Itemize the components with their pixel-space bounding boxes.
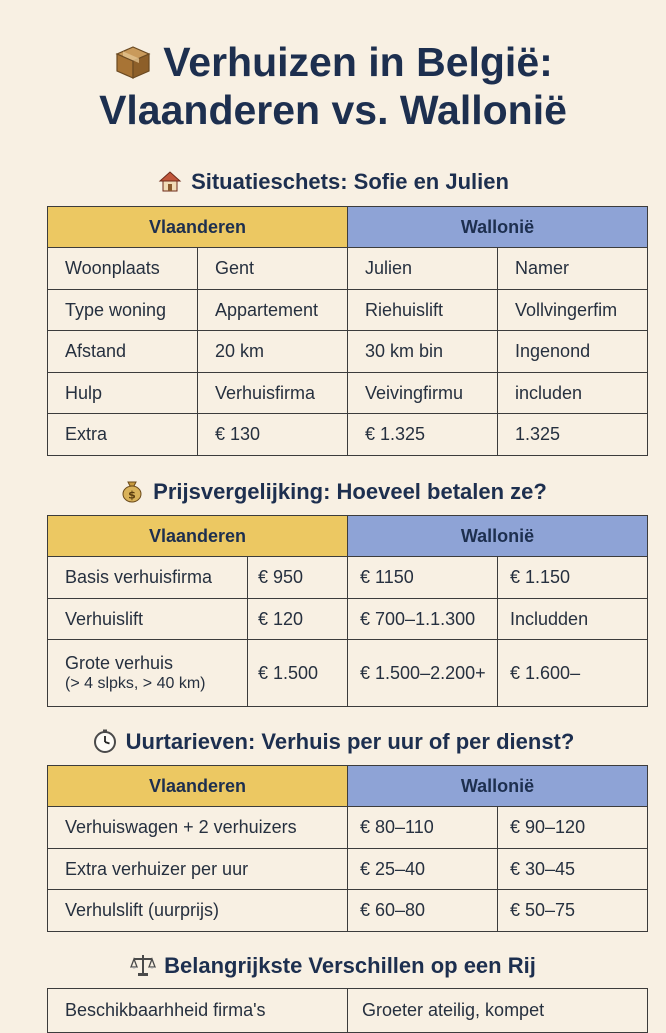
table-row [48,414,648,456]
price-comparison-table [47,515,648,707]
table-row [48,331,648,373]
cell: € 1.150 [498,557,648,599]
title-line-2: Vlaanderen vs. Wallonië [99,87,567,133]
header-vlaanderen: Vlaanderen [48,207,348,248]
cell: Verhuisfirma [198,373,348,414]
table-row [48,290,648,331]
scales-icon [130,952,156,978]
cell: Appartement [198,290,348,331]
cell: Riehuislift [348,290,498,331]
cell: Veivingfirmu [348,373,498,414]
table-row [48,599,648,640]
header-vlaanderen: Vlaanderen [48,766,348,807]
hourly-rates-table [47,765,648,932]
header-wallonie: Wallonië [348,766,648,807]
svg-text:$: $ [128,488,136,502]
cell: Verhulslift (uurprijs) [48,890,348,932]
clock-icon [92,728,118,754]
section-heading-verschillen: Belangrijkste Verschillen op een Rij [0,952,666,979]
cell: 30 km bin [348,331,498,373]
cell: € 1.500–2.200+ [348,640,498,707]
cell: € 1.325 [348,414,498,456]
cell: Extra verhuizer per uur [48,849,348,890]
package-box-icon [113,44,153,80]
header-wallonie: Wallonië [348,207,648,248]
cell: € 50–75 [498,890,648,932]
section-heading-situatieschets: Situatieschets: Sofie en Julien [0,168,666,195]
situation-table [47,206,648,456]
table-row [48,989,648,1033]
cell: Gent [198,248,348,290]
cell: Type woning [48,290,198,331]
table-header-row [48,766,648,807]
cell: Beschikbaarhheid firma's [48,989,348,1033]
cell: Basis verhuisfirma [48,557,248,599]
table-row [48,807,648,849]
cell: € 30–45 [498,849,648,890]
cell: Extra [48,414,198,456]
table-row [48,557,648,599]
section-heading-prijsvergelijking: $ Prijsvergelijking: Hoeveel betalen ze? [0,478,666,505]
cell: € 950 [248,557,348,599]
cell: Verhuiswagen + 2 verhuizers [48,807,348,849]
cell: € 1.600– [498,640,648,707]
cell: Includden [498,599,648,640]
cell: Verhuislift [48,599,248,640]
cell-grote-verhuis [48,640,248,707]
page-title [0,38,666,134]
cell: Namer [498,248,648,290]
cell: Hulp [48,373,198,414]
cell: 20 km [198,331,348,373]
cell-sub-text: (> 4 slpks, > 40 km) [65,675,206,692]
title-line-1: Verhuizen in België: [163,39,553,85]
cell: € 120 [248,599,348,640]
table-row [48,248,648,290]
cell: € 1150 [348,557,498,599]
cell: Ingenond [498,331,648,373]
cell: Groeter ateilig, kompet [348,989,648,1033]
cell: Afstand [48,331,198,373]
cell: € 130 [198,414,348,456]
cell: € 80–110 [348,807,498,849]
table-header-row [48,207,648,248]
cell: € 1.500 [248,640,348,707]
table-row [48,373,648,414]
table-row [48,640,648,707]
section-heading-uurtarieven: Uurtarieven: Verhuis per uur of per dienst? [0,728,666,755]
table-row [48,849,648,890]
money-bag-icon [119,478,145,504]
cell: Julien [348,248,498,290]
header-vlaanderen: Vlaanderen [48,516,348,557]
cell: Vollvingerfim [498,290,648,331]
cell: € 60–80 [348,890,498,932]
cell: € 700–1.1.300 [348,599,498,640]
header-wallonie: Wallonië [348,516,648,557]
cell-main-text: Grote verhuis [65,653,174,673]
differences-table [47,988,648,1033]
cell: includen [498,373,648,414]
table-header-row [48,516,648,557]
table-row [48,890,648,932]
cell: € 25–40 [348,849,498,890]
house-icon [157,168,183,194]
cell: 1.325 [498,414,648,456]
cell: Woonplaats [48,248,198,290]
cell: € 90–120 [498,807,648,849]
